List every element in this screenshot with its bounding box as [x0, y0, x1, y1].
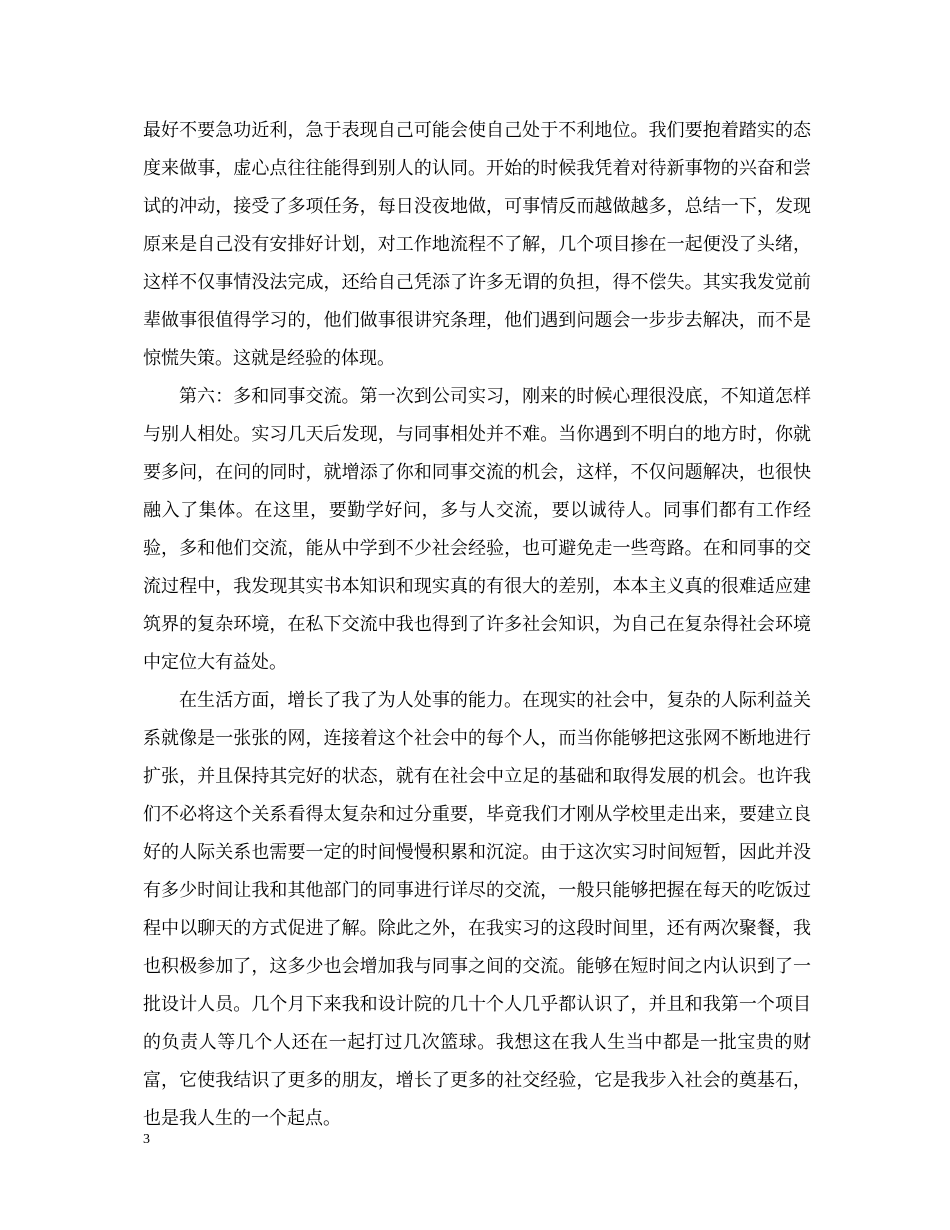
paragraph-continuation: 最好不要急功近利，急于表现自己可能会使自己处于不利地位。我们要抱着踏实的态度来做事，虚心点往往能得到别人的认同。开始的时候我凭着对待新事物的兴奋和尝试的冲动，接受了多项任务，每日没夜地做，可事情反而越做越多，总结一下，发现原来是自己没有安排好计划，对工作地流程不了解，几个项目掺在一起便没了头绪，这样不仅事情没法完成，还给自己凭添了许多无谓的负担，得不偿失。其实我发觉前辈做事很值得学习的，他们做事很讲究条理，他们遇到问题会一步步去解决，而不是惊慌失策。这就是经验的体现。 [143, 120, 811, 369]
paragraph-colleague-communication: 第六：多和同事交流。第一次到公司实习，刚来的时候心理很没底，不知道怎样与别人相处。实习几天后发现，与同事相处并不难。当你遇到不明白的地方时，你就要多问，在问的同时，就增添了你和同事交流的机会，这样，不仅问题解决，也很快融入了集体。在这里，要勤学好问，多与人交流，要以诚待人。同事们都有工作经验，多和他们交流，能从中学到不少社会经验，也可避免走一些弯路。在和同事的交流过程中，我发现其实书本知识和现实真的有很大的差别，本本主义真的很难适应建筑界的复杂环境，在私下交流中我也得到了许多社会知识，为自己在复杂得社会环境中定位大有益处。 [143, 386, 811, 673]
page-number: 3 [143, 1132, 150, 1147]
body-text [143, 112, 811, 1138]
paragraph-life-skills: 在生活方面，增长了我了为人处事的能力。在现实的社会中，复杂的人际利益关系就像是一张张的网，连接着这个社会中的每个人，而当你能够把这张网不断地进行扩张，并且保持其完好的状态，就有在社会中立足的基础和取得发展的机会。也许我们不必将这个关系看得太复杂和过分重要，毕竟我们才刚从学校里走出来，要建立良好的人际关系也需要一定的时间慢慢积累和沉淀。由于这次实习时间短暂，因此并没有多少时间让我和其他部门的同事进行详尽的交流，一般只能够把握在每天的吃饭过程中以聊天的方式促进了解。除此之外，在我实习的这段时间里，还有两次聚餐，我也积极参加了，这多少也会增加我与同事之间的交流。能够在短时间之内认识到了一批设计人员。几个月下来我和设计院的几十个人几乎都认识了，并且和我第一个项目的负责人等几个人还在一起打过几次篮球。我想这在我人生当中都是一批宝贵的财富，它使我结识了更多的朋友，增长了更多的社交经验，它是我步入社会的奠基石，也是我人生的一个起点。 [143, 690, 811, 1129]
